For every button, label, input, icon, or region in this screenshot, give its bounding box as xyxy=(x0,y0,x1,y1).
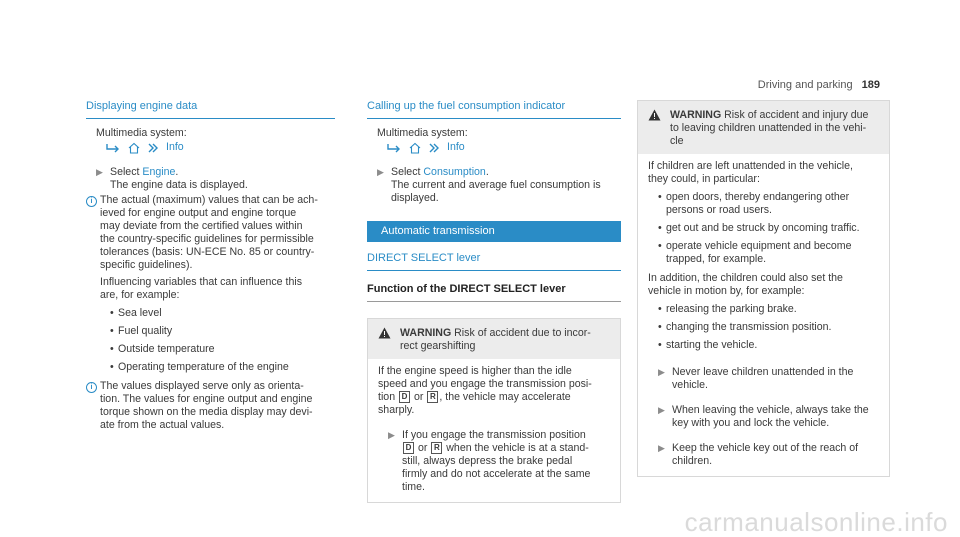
influencing-variables-list xyxy=(100,307,318,374)
warning-triangle-icon xyxy=(648,109,661,121)
action-arrow-icon: ▶ xyxy=(388,430,395,440)
menu-path-info[interactable]: Info xyxy=(166,141,184,153)
list-item: • open doors, thereby endangering other persons or road users. xyxy=(648,191,881,217)
list-item: • releasing the parking brake. xyxy=(648,303,881,316)
section-title-consumption: Calling up the fuel consumption indicator xyxy=(367,100,621,119)
subtitle-direct-select: DIRECT SELECT lever xyxy=(367,252,621,271)
warning-children: WARNING Risk of accident and injury due to leaving children unattended in the vehi- cle If children are left unattended in the vehicle, they could, in particular: • open doors, thereby endangering other persons or road users. • get out and be struck by oncoming traffic. • operate vehicle equipment and become trapped, for example. In addition, the children could also set the vehicle in motion by, for example: • releasing the parking brake. • changing the transmission position. • starting the vehicle. ▶ Never leave children unattended in the vehicle. ▶ When leaving the vehicle, always take the key with you and lock the vehicle. ▶ Keep the vehicle key out of the reach of children. xyxy=(637,100,890,477)
warning-triangle-icon xyxy=(378,327,391,339)
action-arrow-icon: ▶ xyxy=(658,443,665,453)
action-arrow-icon: ▶ xyxy=(658,367,665,377)
action-arrow-icon: ▶ xyxy=(658,405,665,415)
risk-list xyxy=(648,191,881,266)
note-actual-values: The actual (maximum) values that can be ach- ieved for engine output and engine torque may deviate from the certified values within the country-specific guidelines for permissible tolerances (basis: UN-ECE No. 85 or country- specific guidelines). Influencing variables that can influence this are, for example: • Sea level • Fuel quality • Outside temperature • Operating temperature of the engine xyxy=(100,194,318,374)
action-arrow-icon: ▶ xyxy=(96,167,103,177)
system-label: Multimedia system: xyxy=(377,127,468,139)
home-icon[interactable] xyxy=(128,142,140,154)
list-item: • Operating temperature of the engine xyxy=(100,361,318,374)
list-item: • operate vehicle equipment and become trapped, for example. xyxy=(648,240,881,266)
section-title-engine-data: Displaying engine data xyxy=(86,100,335,119)
banner-automatic-transmission: Automatic transmission xyxy=(367,221,621,242)
page-number: 189 xyxy=(861,79,880,91)
function-title: Function of the DIRECT SELECT lever xyxy=(367,283,621,302)
system-label: Multimedia system: xyxy=(96,127,187,139)
menu-path xyxy=(106,141,335,154)
info-note-icon: i xyxy=(86,196,97,207)
list-item: • starting the vehicle. xyxy=(648,339,881,352)
step-item-engine[interactable]: Engine xyxy=(142,166,176,178)
list-item: • Fuel quality xyxy=(100,325,318,338)
warning-label: WARNING xyxy=(670,109,722,121)
column-children-warning xyxy=(637,100,890,477)
list-item: • Sea level xyxy=(100,307,318,320)
step-result: The engine data is displayed. xyxy=(110,179,248,191)
list-item: • get out and be struck by oncoming traffic. xyxy=(648,222,881,235)
action-step: ▶ Keep the vehicle key out of the reach of children. xyxy=(658,442,859,467)
note-orientation: The values displayed serve only as orienta- tion. The values for engine output and engine torque shown on the media display may devi- ate from the actual values. xyxy=(100,380,313,431)
chevron-double-right-icon xyxy=(429,143,439,153)
chevron-double-right-icon xyxy=(148,143,158,153)
warning-label: WARNING xyxy=(400,327,452,339)
step-select: Select xyxy=(110,166,140,178)
step-item-consumption[interactable]: Consumption xyxy=(423,166,486,178)
gear-d-symbol: D xyxy=(399,391,410,403)
action-step: ▶ When leaving the vehicle, always take the key with you and lock the vehicle. xyxy=(658,404,869,429)
arrow-return-icon xyxy=(106,143,120,153)
warning-gearshifting: WARNING Risk of accident due to incor- rect gearshifting If the engine speed is higher than the idle speed and you engage the transmission posi- tion D or R , the vehicle may accelerate sharply. ▶ If you engage the transmission position D or R when the vehicle is at a stand- still, always depress the brake pedal firmly and do not accelerate at the same time. xyxy=(367,318,621,503)
home-icon[interactable] xyxy=(409,142,421,154)
motion-list xyxy=(648,303,881,352)
gear-r-symbol: R xyxy=(431,442,442,454)
action-step: ▶ Never leave children unattended in the vehicle. xyxy=(658,366,854,391)
info-note-icon: i xyxy=(86,382,97,393)
action-step: ▶ If you engage the transmission position D or R when the vehicle is at a stand- still, always depress the brake pedal firmly and do not accelerate at the same time. xyxy=(388,429,591,493)
action-arrow-icon: ▶ xyxy=(377,167,384,177)
list-item: • changing the transmission position. xyxy=(648,321,881,334)
warning-body: If the engine speed is higher than the idle speed and you engage the transmission posi- tion D or R , the vehicle may accelerate sharply. ▶ If you engage the transmission position D or R when the vehicle is at a stand- still, always depress the brake pedal firmly and do not accelerate at the same time. xyxy=(368,359,620,502)
menu-path-info[interactable]: Info xyxy=(447,141,465,153)
gear-r-symbol: R xyxy=(427,391,438,403)
page-header xyxy=(758,79,880,92)
watermark: carmanualsonline.info xyxy=(684,507,948,537)
column-consumption: Calling up the fuel consumption indicator Multimedia system: Info ▶ Select Consumption. The current and average fuel consumption is displayed. Automatic transmission DIRECT SELECT lever Function of the DIRECT SELECT lever WARNING Risk of accident due to incor- rect gearshifting If the engine speed is higher than the idle speed and you engage the transmission posi- tion D or R , the vehicle may accelerate sharply. ▶ If you engage the transmission position D or R when the vehicle is at a stand- still, always depress the brake pedal firmly and do not accelerate at the same time. xyxy=(367,100,621,503)
gear-d-symbol: D xyxy=(403,442,414,454)
header-section: Driving and parking xyxy=(757,79,853,91)
list-item: • Outside temperature xyxy=(100,343,318,356)
warning-body: If children are left unattended in the vehicle, they could, in particular: • open doors, thereby endangering other persons or road users. • get out and be struck by oncoming traffic. • operate vehicle equipment and become trapped, for example. In addition, the children could also set the vehicle in motion by, for example: • releasing the parking brake. • changing the transmission position. • starting the vehicle. ▶ Never leave children unattended in the vehicle. ▶ When leaving the vehicle, always take the key with you and lock the vehicle. ▶ Keep the vehicle key out of the reach of children. xyxy=(638,154,889,476)
arrow-return-icon xyxy=(387,143,401,153)
menu-path xyxy=(387,141,621,154)
column-engine-data: Displaying engine data Multimedia system: Info ▶ Select Engine. The engine data is displayed. i The actual (maximum) values that can be ach- ieved for engine output and engine torque may deviate from the certified values within the country-specific guidelines for permissible tolerances (basis: UN-ECE No. 85 or country- specific guidelines). Influencing variables that can influence this are, for example: • Sea level • Fuel quality • Outside temperature • Operating temperature of the engine i The values displayed serve only as orienta- tion. The values for engine output and engine torque shown on the media display may devi- ate from the actual values. xyxy=(86,100,335,432)
